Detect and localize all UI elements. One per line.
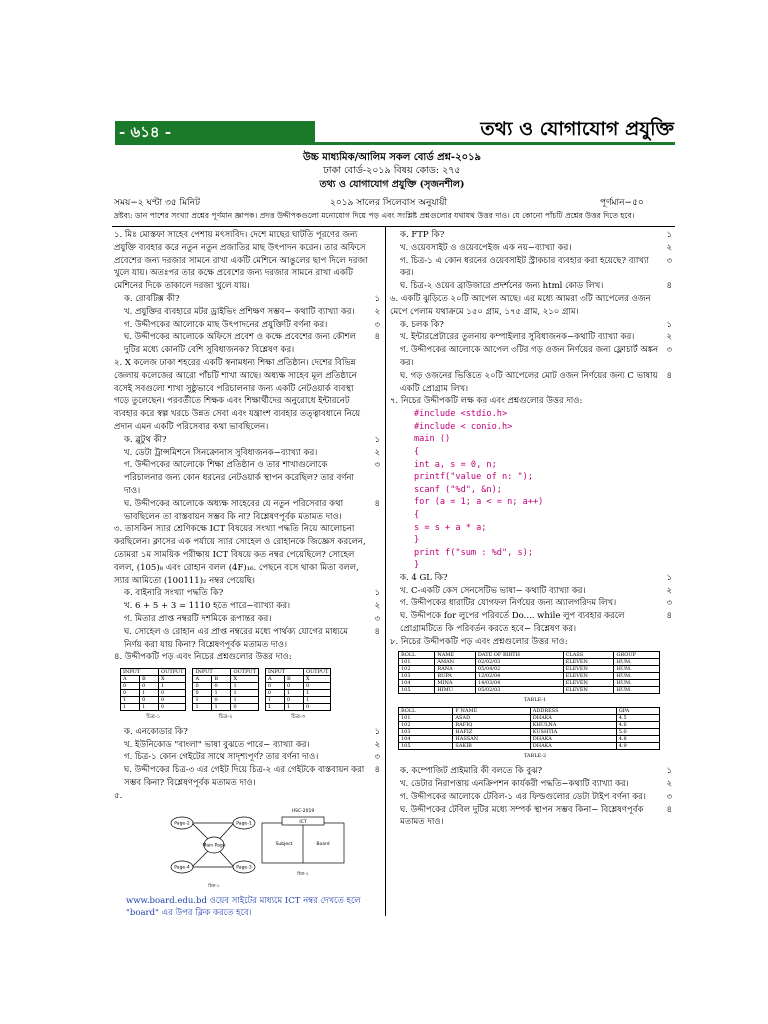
figure-caption: চিত্র-৩ (291, 714, 306, 721)
question-text: ৪. উদ্দীপকটি পড় এবং নিচের প্রশ্নগুলোর উত্তর দাও: (114, 652, 292, 663)
question-mark (368, 229, 380, 293)
question-mark: ১ (666, 230, 672, 240)
question-text: খ. ইন্টারপ্রেটারের তুলনায় কম্পাইলার সুবিধাজনক−কথাটি ব্যাখ্যা কর। (400, 332, 635, 343)
table-cell: 0 (303, 704, 330, 711)
question-text: ৫. (114, 790, 123, 801)
column-header: GROUP (614, 651, 660, 658)
question-line (114, 459, 380, 497)
table-2 (398, 707, 660, 750)
diagram-label: Subject (275, 841, 293, 847)
question-line (390, 280, 672, 293)
question-line (390, 585, 672, 598)
question-text: ক. ব্লুটুথ কী? (124, 434, 167, 445)
question-text: ক. FTP কি? (400, 230, 445, 240)
diagram-label: চিত্র-২ (297, 871, 309, 877)
question-line (390, 229, 672, 242)
table-cell: 4.8 (616, 736, 659, 743)
table-cell: KUSHTIA (530, 729, 616, 736)
table-row (399, 665, 660, 672)
exam-note: দ্রষ্টব্য: ডান পাশের সংখ্যা প্রশ্নের পূর্ণমান জ্ঞাপক। প্রদত্ত উদ্দীপকগুলো মনোযোগ দিয়ে পড় এবং সংশ্লিষ্ট প্রশ্নগুলোর যথাযথ উত্তর দাও। যে কোনো পাঁচটি প্রশ্নের উত্তর দিতে হবে। (114, 211, 635, 220)
question-mark: ১ (374, 434, 380, 445)
table-cell: 0 (159, 704, 186, 711)
exam-marks: পূর্ণমান−৫০ (600, 198, 644, 208)
question-line (390, 778, 672, 791)
table-cell: 105 (399, 686, 435, 693)
code-line: #include <stdio.h> (414, 409, 508, 420)
header-rule (115, 142, 675, 145)
diagram-label: Page-1 (236, 821, 252, 827)
table-row (399, 722, 660, 729)
column-header: A (193, 676, 212, 683)
table-cell: 05/02/03 (475, 686, 563, 693)
question-line (114, 613, 380, 626)
question-line (390, 293, 672, 319)
question-line (390, 319, 672, 332)
output-header: OUTPUT (231, 669, 258, 676)
table-cell: 4.5 (616, 715, 659, 722)
table-cell: DHAKA (530, 736, 616, 743)
question-text: খ. ডেটা ট্রান্সমিশনে সিনক্রোনাস সুবিধাজনক−ব্যাখ্যা কর। (124, 447, 318, 458)
table-cell: 0 (212, 697, 231, 704)
question-text: গ. উদ্দীপকের আলোকে টেবিল-১ এর ফিল্ডগুলোর ডেটা টাইপ বর্ণনা কর। (400, 791, 646, 802)
column-header: X (231, 676, 258, 683)
table-cell: 1 (265, 697, 284, 704)
column-header: X (159, 676, 186, 683)
table-cell: 1 (265, 704, 284, 711)
figure-caption: চিত্র-২ (218, 714, 233, 721)
question-line (114, 319, 380, 332)
question-mark: ১ (666, 766, 672, 777)
question-line (114, 587, 380, 600)
table-cell: 5.0 (616, 729, 659, 736)
question-line (390, 791, 672, 804)
question-text: ঘ. চিত্র-২ ওয়েব ব্রাউজারে প্রদর্শনের জন্য html কোড লিখ। (400, 281, 604, 292)
table-cell: RAFIQ (453, 722, 530, 729)
output-header: OUTPUT (159, 669, 186, 676)
truth-table (120, 668, 186, 711)
column-header: ROLL (399, 708, 453, 715)
question-text: ঘ. উদ্দীপকের আলোকে অধ্যক্ষ সাহেবের যে নতুন পরিসেবার কথা ভাবছিলেন তা বাস্তবায়ন সম্ভব কি না? বিশ্লেষণপূর্বক মতামত দাও। (124, 498, 344, 522)
question-text: ৮. নিচের উদ্দীপকটি পড় এবং প্রশ্নগুলোর উত্তর দাও: (390, 636, 568, 647)
question-mark (660, 293, 672, 319)
question-text: ক. চলক কি? (400, 319, 444, 330)
question-text: ক. কম্পোজিট প্রাইমারি কী বলতে কি বুঝ? (400, 766, 543, 777)
table-cell: 0 (140, 697, 159, 704)
table-cell: 0 (193, 690, 212, 697)
table-cell: 1 (303, 690, 330, 697)
question-line (114, 626, 380, 652)
subject-title: তথ্য ও যোগাযোগ প্রযুক্তি (480, 118, 674, 140)
table-cell: 103 (399, 729, 453, 736)
table-cell: 0 (140, 683, 159, 690)
table-cell: DHAKA (530, 715, 616, 722)
question-text: গ. উদ্দীপকের আলোকে আপেল ৩টির গড় ওজন নির্ণয়ের জন্য ফ্লোচার্ট অঙ্কন কর। (400, 345, 659, 368)
diagram-label: Main Page (202, 843, 226, 849)
input-header: INPUT (193, 669, 231, 676)
table-cell: AMAN (435, 658, 476, 665)
table-row (399, 729, 660, 736)
table-cell: 102 (399, 722, 453, 729)
question-text: খ. C-একটি কেস সেনসেটিভ ভাষা− কথাটি ব্যাখ্যা কর। (400, 585, 586, 596)
question-mark: ৩ (666, 598, 672, 609)
question-mark (660, 395, 672, 408)
table-cell: 1 (212, 704, 231, 711)
table-cell: 14/03/04 (475, 679, 563, 686)
diagram-label: Board (316, 841, 330, 847)
table-cell: 1 (121, 697, 140, 704)
question-line (390, 331, 672, 344)
table-cell: 101 (399, 715, 453, 722)
table-cell: MINA (435, 679, 476, 686)
c-code-block (414, 408, 672, 572)
table-cell: 0 (159, 690, 186, 697)
question-text: ঘ. উদ্দীপকে for লুপের পরিবর্তে Do.... while লুপ ব্যবহার করলে প্রোগ্রামটিতে কি পরিবর্তন করতে হবে− বিশ্লেষণ কর। (400, 611, 625, 635)
table-cell: 1 (231, 690, 258, 697)
table-cell: 12/02/04 (475, 672, 563, 679)
table-cell: RUPA (435, 672, 476, 679)
question-line (114, 751, 380, 764)
question-mark: ২ (374, 306, 380, 317)
question-line (390, 765, 672, 778)
table-row (399, 743, 660, 750)
question-line (114, 498, 380, 524)
diagram-label: Page-4 (174, 865, 190, 871)
question-line (390, 242, 672, 255)
table-cell: 05/04/02 (475, 665, 563, 672)
column-header: GPA (616, 708, 659, 715)
table-2-caption: TABLE-2 (523, 753, 547, 760)
exam-time: সময়−২ ঘণ্টা ৩৫ মিনিট (114, 198, 200, 208)
code-line: printf("value of n: "); (414, 472, 533, 483)
column-header: B (284, 676, 303, 683)
table-cell: HUM. (614, 686, 660, 693)
table-cell: 1 (140, 704, 159, 711)
table-row (399, 679, 660, 686)
question-text: ঘ. উদ্দীপকের চিত্র-৩ এর গেইট দিয়ে চিত্র-২ এর গেইটকে বাস্তবায়ন করা সম্ভব কিনা? বিশ্লেষণপূর্বক মতামত দাও। (124, 765, 365, 789)
question-mark: ৪ (374, 626, 380, 637)
table-cell: 1 (193, 697, 212, 704)
table-cell: HASSAN (453, 736, 530, 743)
question-mark: ৪ (374, 332, 380, 343)
table-cell: 1 (159, 683, 186, 690)
code-line: scanf ("%d", &n); (414, 484, 502, 495)
table-1 (398, 651, 660, 694)
table-1-wrap (398, 651, 672, 707)
code-line: int a, s = 0, n; (414, 459, 497, 470)
table-cell: HUM. (614, 665, 660, 672)
question-mark: ৪ (374, 498, 380, 509)
code-line: { (414, 509, 420, 520)
table-cell: 0 (265, 683, 284, 690)
table-cell: 0 (231, 704, 258, 711)
code-line: main () (414, 434, 451, 445)
table-row (399, 736, 660, 743)
table-cell: HUM. (614, 658, 660, 665)
code-line: #include < conio.h> (414, 421, 513, 432)
question-text: খ. ডেটার নিরাপত্তায় এনক্রিপশন কার্যকরী পদ্ধতি−কথাটি ব্যাখ্যা কর। (400, 779, 629, 790)
table-cell: 1 (303, 697, 330, 704)
table-cell: 1 (284, 690, 303, 697)
question-mark: ৩ (666, 791, 672, 802)
question-text: ক. বাইনারি সংখ্যা পদ্ধতি কি? (124, 588, 224, 599)
page-number-banner (115, 121, 315, 143)
question-text: ক. এনকোডার কি? (124, 726, 188, 737)
question-mark: ৩ (374, 319, 380, 330)
question-mark: ১ (666, 572, 672, 583)
question-line (114, 523, 380, 587)
code-line: { (414, 446, 420, 457)
code-line: } (414, 560, 420, 571)
column-header: F NAME (453, 708, 530, 715)
question-mark: ৪ (666, 281, 672, 292)
table-cell: 0 (193, 683, 212, 690)
question-line (114, 229, 380, 293)
column-header: ROLL (399, 651, 435, 658)
question-line (390, 636, 672, 649)
table-cell: 1 (140, 690, 159, 697)
table-cell: ELEVEN (563, 686, 614, 693)
figure-caption: চিত্র-১ (146, 714, 161, 721)
question-text: ঘ. উদ্দীপকের আলোকে অফিসে প্রবেশ ও কক্ষে প্রবেশের জন্য কৌশল দুটির মধ্যে কোনটি বেশি সুবিধাজনক? বিশ্লেষণ কর। (124, 332, 356, 356)
question-text: ১. মিঃ মোস্তফা সাহেব পেশায় মৎস্যবিদ। দেশে মাছের ঘাটতি পূরণের জন্য প্রযুক্তি ব্যবহার করে নতুন নতুন প্রজাতির মাছ উৎপাদন করেন। তার অফিসে প্রবেশের জন্য দরজার সামনে রাখা একটি মেশিনে আঙুলের ছাপ দিলে দরজা খুলে যায়। অতঃপর তার কক্ষে প্রবেশের জন্য দরজার সামনে রাখা একটি মেশিনের দিকে তাকালে দরজা খুলে যায়। (114, 230, 368, 292)
table-cell: HAFIZ (453, 729, 530, 736)
table-cell: 0 (284, 683, 303, 690)
question-mark (660, 636, 672, 649)
diagram-label: Page-3 (236, 865, 252, 871)
question-line (114, 434, 380, 447)
question-mark: ১ (666, 319, 672, 330)
question-mark (368, 523, 380, 587)
table-cell: 0 (265, 690, 284, 697)
diagram-label: Page-2 (174, 821, 190, 827)
column-header: NAME (435, 651, 476, 658)
truth-tables (120, 668, 380, 724)
question-line (114, 790, 380, 803)
question-line (114, 651, 380, 664)
question-mark (368, 357, 380, 434)
question-text: ৬. একটি ঝুড়িতে ২০টি আপেল আছে। এর মধ্যে আমরা ৩টি আপেলের ওজন মেপে পেলাম যথাক্রমে ১৫০ গ্রাম, ১৭৫ গ্রাম, ২১০ গ্রাম। (390, 293, 651, 317)
question-line (114, 306, 380, 319)
table-cell: HUM. (614, 672, 660, 679)
truth-table (265, 668, 331, 711)
question-text: ঘ. উদ্দীপকের টেবিল দুটির মধ্যে সম্পর্ক স্থাপন সম্ভব কিনা− বিশ্লেষণপূর্বক মতামত দাও। (400, 804, 644, 828)
question-line (390, 255, 672, 281)
question-mark (368, 651, 380, 664)
table-cell: ELEVEN (563, 679, 614, 686)
question-mark: ৪ (666, 611, 672, 622)
question-mark: ৪ (666, 804, 672, 815)
question-text: খ. ওয়েবসাইট ও ওয়েবপেইজ এক নয়−ব্যাখ্যা কর। (400, 242, 572, 253)
column-header: X (303, 676, 330, 683)
question-line (114, 739, 380, 752)
question-text: ২. X কলেজ ঢাকা শহরের একটি স্বনামধন্য শিক্ষা প্রতিষ্ঠান। দেশের বিভিন্ন জেলায় কলেজের আরো পাঁচটি শাখা আছে। অধ্যক্ষ সাহেব মূল প্রতিষ্ঠানে বসেই সবগুলো শাখা সুষ্ঠুভাবে পরিচালনার জন্য একটি নেটওয়ার্ক ব্যবস্থা গড়ে তুলেছেন। পরবর্তীতে শিক্ষক এবং শিক্ষার্থীদের অনুরোধে ইন্টারনেট ব্যবহার করে স্বল্প খরচে উন্নত সেবা এবং যন্ত্রাংশ ব্যবহার তত্ত্বাবধানে নিয়ে প্রদান এমন একটি পরিসেবার কথা ভাবছিলেন। (114, 357, 361, 432)
exam-line-3: তথ্য ও যোগাযোগ প্রযুক্তি (সৃজনশীল) (319, 179, 465, 190)
output-header: OUTPUT (303, 669, 330, 676)
question-line (390, 395, 672, 408)
question-line (390, 572, 672, 585)
question-line (390, 610, 672, 636)
column-header: ADDRESS (530, 708, 616, 715)
input-header: INPUT (121, 669, 159, 676)
question-mark (368, 790, 380, 803)
truth-table (192, 668, 258, 711)
question-text: খ. 6 + 5 + 3 = 1110 হতে পারে−ব্যাখ্যা কর। (124, 601, 291, 612)
table-cell: SAKIB (453, 743, 530, 750)
diagram-url-text: www.board.edu.bd ওয়েব সাইটের মাধ্যমে ICT নম্বর দেখতে হলে "board" এর উপর ক্লিক করতে হবে। (126, 895, 361, 919)
question-mark: ৩ (666, 255, 672, 266)
table-cell: 105 (399, 743, 453, 750)
question-mark: ৪ (666, 370, 672, 381)
question-line (390, 344, 672, 370)
question-text: খ. প্রযুক্তির ব্যবহারে মটর ড্রাইভিং প্রশিক্ষণ সম্ভব− কথাটি ব্যাখ্যা কর। (124, 306, 355, 317)
table-cell: 4.6 (616, 722, 659, 729)
table-row (399, 686, 660, 693)
question-text: খ. ইউনিকোড "বাংলা" ভাষা বুঝতে পারে− ব্যাখ্যা কর। (124, 739, 310, 750)
diagram-label: HSC-2019 (291, 808, 315, 814)
question-line (390, 370, 672, 396)
question-mark: ২ (666, 585, 672, 596)
question-mark: ১ (374, 726, 380, 737)
question-text: ঘ. সোহেল ও রোহান এর প্রাপ্ত নম্বরের মধ্যে পার্থক্য যোগের মাধ্যমে নির্ণয় করা যায় কিনা? বিশ্লেষণপূর্বক মতামত দাও। (124, 626, 348, 650)
question-mark: ২ (666, 332, 672, 343)
question-mark: ৪ (374, 765, 380, 776)
table-cell: HUM. (614, 679, 660, 686)
table-row (399, 672, 660, 679)
question-mark: ২ (374, 447, 380, 458)
truth-table-fig2 (192, 668, 258, 724)
table-row (399, 715, 660, 722)
question-line (390, 804, 672, 830)
question-line (114, 726, 380, 739)
table-cell: 0 (121, 690, 140, 697)
code-line: } (414, 535, 420, 546)
column-header: CLASS (563, 651, 614, 658)
question-mark: ২ (666, 242, 672, 253)
question-line (390, 597, 672, 610)
question-text: ঘ. গড় ওজনের ভিত্তিতে ২০টি আপেলের মোট ওজন নির্ণয়ের জন্য C ভাষায় একটি প্রোগ্রাম লিখ। (400, 370, 658, 394)
table-cell: 1 (231, 697, 258, 704)
column-header: DATE OF BIRTH (475, 651, 563, 658)
right-column (390, 229, 672, 829)
table-1-caption: TABLE-1 (523, 696, 547, 703)
question-mark: ১ (374, 293, 380, 304)
question-mark: ২ (666, 779, 672, 790)
left-column (114, 229, 380, 920)
question-line (114, 357, 380, 434)
table-cell: 1 (121, 704, 140, 711)
question-text: ক. 4 GL কি? (400, 572, 448, 583)
diagram-label: চিত্র-১ (208, 883, 220, 889)
question-mark: ৩ (374, 460, 380, 471)
question-line (114, 447, 380, 460)
input-header: INPUT (265, 669, 303, 676)
table-cell: 104 (399, 679, 435, 686)
question-text: গ. চিত্র-১ এ কোন ধরনের ওয়েবসাইট স্ট্রাকচার ব্যবহার করা হয়েছে? ব্যাখ্যা কর। (400, 255, 649, 279)
table-cell: 103 (399, 672, 435, 679)
table-cell: ASAD (453, 715, 530, 722)
question-text: গ. চিত্র-১ কোন গেইটের সাথে সাদৃশ্যপূর্ণ? তার বর্ণনা দাও। (124, 752, 319, 763)
question-mark: ৩ (374, 613, 380, 624)
table-cell: 02/02/03 (475, 658, 563, 665)
exam-line-2: ঢাকা বোর্ড-২০১৯ বিষয় কোড: ২৭৫ (323, 165, 461, 176)
question-line (114, 600, 380, 613)
question-text: ৭. নিচের উদ্দীপকটি লক্ষ কর এবং প্রশ্নগুলোর উত্তর দাও: (390, 396, 583, 407)
table-cell: HIMU (435, 686, 476, 693)
table-cell: ELEVEN (563, 672, 614, 679)
question-text: গ. মিতার প্রাপ্ত নম্বরটি দশমিকে রূপান্তর কর। (124, 613, 272, 624)
column-header: B (212, 676, 231, 683)
table-cell: 1 (193, 704, 212, 711)
diagram-label: ICT (299, 819, 307, 825)
page-number: - ৬১৪ - (119, 123, 172, 141)
table-cell: 1 (231, 683, 258, 690)
table-cell: 102 (399, 665, 435, 672)
truth-table-fig3 (265, 668, 331, 724)
code-line: for (a = 1; a < = n; a++) (414, 497, 544, 508)
website-diagram (114, 805, 380, 895)
question-text: ক. রোবটিক্স কী? (124, 293, 180, 304)
table-cell: 1 (212, 690, 231, 697)
question-text: গ. উদ্দীপকের আলোকে শিক্ষা প্রতিষ্ঠান ও তার শাখাগুলোকে পরিচালনার জন্য কোন ধরনের নেটওয়ার্ক স্থাপন করেছিল? তার বর্ণনা দাও। (124, 460, 354, 496)
question-mark: ৩ (374, 752, 380, 763)
question-text: গ. উদ্দীপকের ধারাটির যোগফল নির্ণয়ের জন্য অ্যালগরিদম লিখ। (400, 598, 617, 609)
question-mark: ১ (374, 588, 380, 599)
column-divider (385, 226, 386, 916)
table-cell: 0 (284, 697, 303, 704)
question-mark: ২ (374, 601, 380, 612)
question-line (114, 764, 380, 790)
column-header: A (121, 676, 140, 683)
column-header: B (140, 676, 159, 683)
question-line (114, 293, 380, 306)
code-line: s = s + a * a; (414, 522, 487, 533)
table-cell: 1 (284, 704, 303, 711)
question-line (114, 331, 380, 357)
code-line: print f("sum : %d", s); (414, 547, 533, 558)
table-cell: KHULNA (530, 722, 616, 729)
question-text: গ. উদ্দীপকের আলোকে মাছ উৎপাদনের প্রযুক্তিটি বর্ণনা কর। (124, 319, 328, 330)
question-mark: ২ (374, 739, 380, 750)
table-cell: 0 (121, 683, 140, 690)
table-cell: DHAKA (530, 743, 616, 750)
table-cell: 0 (212, 683, 231, 690)
table-2-wrap (398, 707, 672, 763)
table-cell: 104 (399, 736, 453, 743)
truth-table-fig1 (120, 668, 186, 724)
table-cell: ELEVEN (563, 658, 614, 665)
question-text: ৩. তাসকিন স্যার শ্রেণিকক্ষে ICT বিষয়ের সংখ্যা পদ্ধতি নিয়ে আলোচনা করছিলেন। ক্লাসের এক পর্যায়ে স্যার সোহেল ও রোহানকে জিজ্ঞেস করলেন, তোমরা ১ম সাময়িক পরীক্ষায় ICT বিষয়ে কত নম্বর পেয়েছিলে? সোহেল বলল, (105)₈ এবং রোহান বলল (4F)₁₆. পেছনে বসে থাকা মিতা বলল, স্যার আমিতো (100111)₂ নম্বর পেয়েছি। (114, 524, 366, 586)
table-row (399, 658, 660, 665)
table-cell: 0 (159, 697, 186, 704)
table-cell: RANA (435, 665, 476, 672)
table-cell: ELEVEN (563, 665, 614, 672)
exam-syllabus: ২০১৯ সালের সিলেবাস অনুযায়ী (330, 198, 448, 208)
table-cell: 101 (399, 658, 435, 665)
exam-line-1: উচ্চ মাধ্যমিক/আলিম সকল বোর্ড প্রশ্ন-২০১৯ (302, 152, 482, 163)
website-structure-diagram (114, 805, 380, 895)
table-cell: 4.9 (616, 743, 659, 750)
question-mark: ৩ (666, 345, 672, 356)
table-cell: 0 (303, 683, 330, 690)
column-header: A (265, 676, 284, 683)
